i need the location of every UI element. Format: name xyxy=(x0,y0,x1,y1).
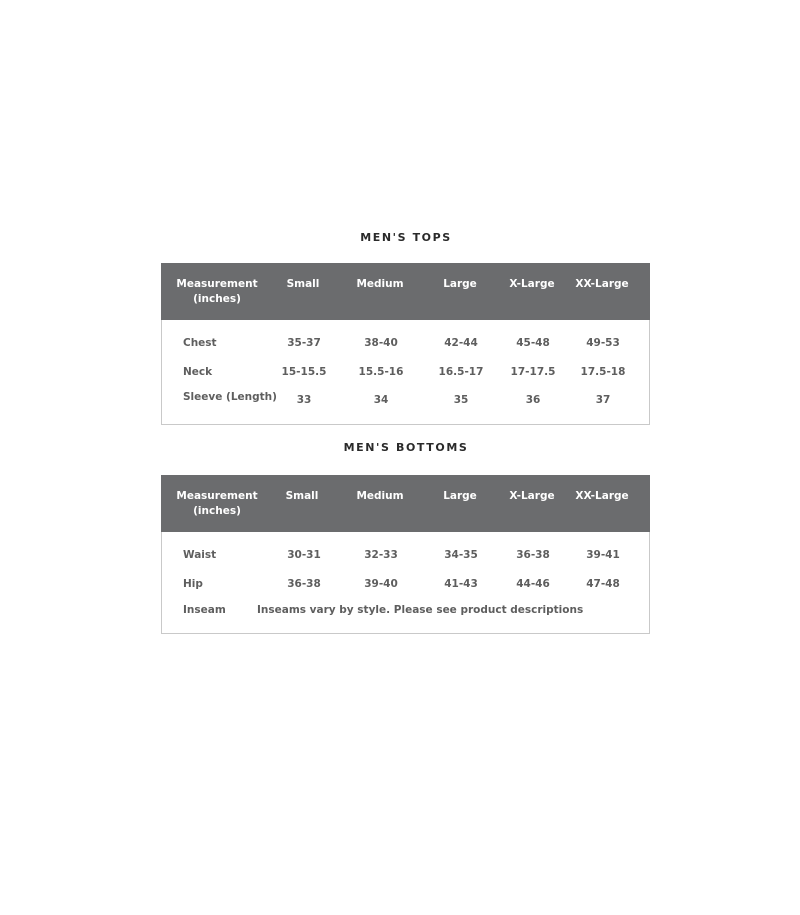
table-cell: 47-48 xyxy=(586,578,620,590)
row-label-inseam: Inseam xyxy=(183,604,226,616)
header-x-large: X-Large xyxy=(509,490,555,502)
table-cell: 36-38 xyxy=(287,578,321,590)
table-header-row xyxy=(161,475,650,532)
row-label-sleeve: Sleeve (Length) xyxy=(183,391,277,403)
header-large: Large xyxy=(443,278,477,290)
table-cell: 37 xyxy=(595,394,611,406)
table-cell: 16.5-17 xyxy=(438,366,484,378)
table-cell: 17-17.5 xyxy=(510,366,556,378)
table-cell: 36 xyxy=(525,394,541,406)
table-cell: 34-35 xyxy=(444,549,478,561)
table-cell: 17.5-18 xyxy=(580,366,626,378)
header-large: Large xyxy=(443,490,477,502)
bottoms-size-table xyxy=(161,475,650,634)
table-cell: 32-33 xyxy=(364,549,398,561)
table-cell: 39-41 xyxy=(586,549,620,561)
table-cell: 41-43 xyxy=(444,578,478,590)
header-measurement xyxy=(172,489,262,519)
table-cell: 36-38 xyxy=(516,549,550,561)
inseam-note: Inseams vary by style. Please see product descriptions xyxy=(257,604,584,616)
table-cell: 49-53 xyxy=(586,337,620,349)
header-medium: Medium xyxy=(356,278,404,290)
table-body xyxy=(162,320,649,424)
header-measurement-line1: Measurement xyxy=(176,278,258,290)
table-cell: 35 xyxy=(453,394,469,406)
tops-section-title: MEN'S TOPS xyxy=(360,231,452,244)
table-cell: 15-15.5 xyxy=(281,366,327,378)
header-measurement xyxy=(172,277,262,307)
table-header-row xyxy=(161,263,650,320)
table-cell: 39-40 xyxy=(364,578,398,590)
row-label-chest: Chest xyxy=(183,337,217,349)
header-medium: Medium xyxy=(356,490,404,502)
table-cell: 35-37 xyxy=(287,337,321,349)
table-cell: 44-46 xyxy=(516,578,550,590)
row-label-waist: Waist xyxy=(183,549,217,561)
table-cell: 30-31 xyxy=(287,549,321,561)
row-label-neck: Neck xyxy=(183,366,213,378)
header-xx-large: XX-Large xyxy=(575,278,629,290)
table-cell: 38-40 xyxy=(364,337,398,349)
table-body xyxy=(162,532,649,636)
table-cell: 15.5-16 xyxy=(358,366,404,378)
header-measurement-line2: (inches) xyxy=(193,293,241,305)
header-small: Small xyxy=(286,278,320,290)
row-label-hip: Hip xyxy=(183,578,203,590)
header-x-large: X-Large xyxy=(509,278,555,290)
header-measurement-line1: Measurement xyxy=(176,490,258,502)
table-cell: 34 xyxy=(373,394,389,406)
bottoms-section-title: MEN'S BOTTOMS xyxy=(343,441,469,454)
tops-size-table xyxy=(161,263,650,425)
table-cell: 33 xyxy=(296,394,312,406)
header-xx-large: XX-Large xyxy=(575,490,629,502)
table-cell: 42-44 xyxy=(444,337,478,349)
table-cell: 45-48 xyxy=(516,337,550,349)
header-small: Small xyxy=(285,490,319,502)
header-measurement-line2: (inches) xyxy=(193,505,241,517)
